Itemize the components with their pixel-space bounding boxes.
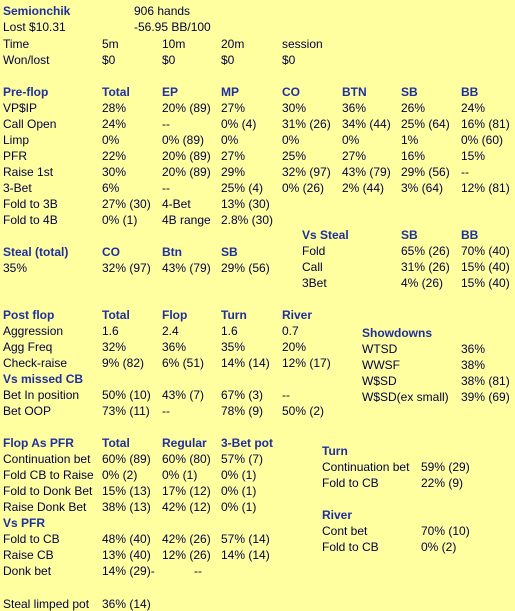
missed-cb-cell: -- [282, 388, 290, 402]
turn-row-label: Continuation bet [322, 460, 410, 474]
showdown-value: 39% (69) [461, 390, 510, 404]
preflop-cell: 27% (30) [102, 197, 151, 211]
vs-pfr-cell: 42% (26) [162, 532, 211, 546]
vs-steal-row-label: Call [302, 260, 323, 274]
flop-pfr-cell: 60% (80) [162, 452, 211, 466]
steal-cell: 32% (97) [102, 261, 151, 275]
preflop-cell: 0% [221, 133, 239, 147]
postflop-cell: 20% [282, 340, 307, 354]
postflop-row-label: Aggression [3, 324, 64, 338]
missed-cb-row-label: Bet In position [3, 388, 80, 402]
preflop-cell: -- [162, 117, 170, 131]
preflop-cell: 0% (4) [221, 117, 257, 131]
preflop-cell: -- [461, 165, 469, 179]
period-5m: 5m [102, 37, 119, 51]
missed-cb-cell: 43% (7) [162, 388, 205, 402]
missed-cb-cell: 50% (2) [282, 404, 325, 418]
vs-steal-row-label: 3Bet [302, 276, 327, 290]
river-row-value: 70% (10) [421, 524, 470, 538]
preflop-cell: 0% (60) [461, 133, 504, 147]
preflop-cell: 31% (26) [282, 117, 331, 131]
turn-row-label: Fold to CB [322, 476, 379, 490]
missed-cb-cell: -- [162, 404, 170, 418]
period-10m: 10m [162, 37, 186, 51]
postflop-cell: 32% [102, 340, 127, 354]
vs-pfr-row-label: Fold to CB [3, 532, 60, 546]
flop-pfr-cell: 38% (13) [102, 500, 151, 514]
postflop-col-flop: Flop [162, 308, 188, 322]
vs-pfr-cell: 12% (26) [162, 548, 211, 562]
player-name: Semionchik [3, 4, 71, 18]
flop-pfr-row-label: Fold to Donk Bet [3, 484, 93, 498]
time-label: Time [3, 37, 30, 51]
turn-row-value: 22% (9) [421, 476, 464, 490]
preflop-row-label: Fold to 4B [3, 213, 58, 227]
flop-pfr-cell: 0% (1) [221, 500, 257, 514]
flop-pfr-cell: 57% (7) [221, 452, 264, 466]
postflop-cell: 12% (17) [282, 356, 331, 370]
postflop-title: Post flop [3, 308, 55, 322]
wonlost-label: Won/lost [3, 53, 50, 67]
preflop-cell: 15% [461, 149, 486, 163]
flop-pfr-cell: 0% (1) [221, 468, 257, 482]
preflop-col-co: CO [282, 85, 300, 99]
preflop-cell: 6% [102, 181, 120, 195]
period-session: session [282, 37, 323, 51]
flop-as-pfr-title: Flop As PFR [3, 436, 74, 450]
postflop-cell: 1.6 [102, 324, 119, 338]
preflop-cell: 24% [102, 117, 127, 131]
preflop-cell: 0% [342, 133, 360, 147]
missed-cb-row-label: Bet OOP [3, 404, 52, 418]
turn-row-value: 59% (29) [421, 460, 470, 474]
preflop-cell: 24% [461, 101, 486, 115]
river-row-value: 0% (2) [421, 540, 457, 554]
flop-pfr-cell: 42% (12) [162, 500, 211, 514]
steal-col-sb: SB [221, 245, 238, 259]
preflop-row-label: Limp [3, 133, 30, 147]
flop-pfr-cell: 60% (89) [102, 452, 151, 466]
preflop-cell: 25% (4) [221, 181, 264, 195]
vs-pfr-cell: 14% (29)- [102, 564, 155, 578]
preflop-cell: 0% (89) [162, 133, 205, 147]
hands-count: 906 hands [134, 4, 191, 18]
preflop-col-sb: SB [401, 85, 418, 99]
preflop-title: Pre-flop [3, 85, 49, 99]
missed-cb-cell: 78% (9) [221, 404, 264, 418]
preflop-cell: 0% (26) [282, 181, 325, 195]
preflop-col-ep: EP [162, 85, 179, 99]
preflop-cell: 27% [221, 149, 246, 163]
vs-steal-cell: 15% (40) [461, 276, 510, 290]
postflop-cell: 9% (82) [102, 356, 145, 370]
vs-steal-cell: 15% (40) [461, 260, 510, 274]
preflop-cell: 16% [401, 149, 426, 163]
vs-steal-cell: 70% (40) [461, 244, 510, 258]
preflop-col-bb: BB [461, 85, 479, 99]
flop-pfr-row-label: Continuation bet [3, 452, 91, 466]
vs-missed-cb-title: Vs missed CB [3, 372, 84, 386]
vs-steal-cell: 31% (26) [401, 260, 450, 274]
flop-pfr-cell: 0% (1) [221, 484, 257, 498]
postflop-cell: 1.6 [221, 324, 238, 338]
flop-pfr-cell: 17% (12) [162, 484, 211, 498]
river-row-label: Fold to CB [322, 540, 379, 554]
preflop-cell: 0% (1) [102, 213, 138, 227]
vs-pfr-cell: 13% (40) [102, 548, 151, 562]
steal-col-co: CO [102, 245, 120, 259]
preflop-col-mp: MP [221, 85, 239, 99]
showdown-label: WWSF [362, 358, 400, 372]
missed-cb-cell: 67% (3) [221, 388, 264, 402]
preflop-cell: 26% [401, 101, 426, 115]
preflop-cell: 20% (89) [162, 149, 211, 163]
lost-amount: Lost $10.31 [3, 20, 66, 34]
postflop-row-label: Check-raise [3, 356, 68, 370]
river-title: River [322, 508, 353, 522]
preflop-cell: 30% [102, 165, 127, 179]
postflop-cell: 36% [162, 340, 187, 354]
showdown-value: 38% (81) [461, 374, 510, 388]
flop-pfr-cell: 15% (13) [102, 484, 151, 498]
preflop-cell: 2% (44) [342, 181, 385, 195]
vs-pfr-cell: -- [194, 564, 202, 578]
preflop-cell: 29% [221, 165, 246, 179]
missed-cb-cell: 50% (10) [102, 388, 151, 402]
bb-per-100: -56.95 BB/100 [134, 20, 211, 34]
period-20m: 20m [221, 37, 245, 51]
vs-pfr-cell: 48% (40) [102, 532, 151, 546]
flop-pfr-row-label: Raise Donk Bet [3, 500, 87, 514]
preflop-cell: 2.8% (30) [221, 213, 274, 227]
steal-total-value: 35% [3, 261, 28, 275]
preflop-cell: 3% (64) [401, 181, 444, 195]
preflop-row-label: 3-Bet [3, 181, 32, 195]
postflop-col-turn: Turn [221, 308, 247, 322]
turn-title: Turn [322, 444, 348, 458]
preflop-cell: 0% [282, 133, 300, 147]
steal-total-title: Steal (total) [3, 245, 69, 259]
preflop-cell: 13% (30) [221, 197, 270, 211]
vs-pfr-row-label: Donk bet [3, 564, 52, 578]
steal-limped-label: Steal limped pot [3, 597, 90, 611]
postflop-col-total: Total [102, 308, 130, 322]
showdowns-title: Showdowns [362, 326, 432, 340]
preflop-col-btn: BTN [342, 85, 367, 99]
vs-pfr-cell: 57% (14) [221, 532, 270, 546]
preflop-cell: -- [162, 181, 170, 195]
flop-pfr-row-label: Fold CB to Raise [3, 468, 94, 482]
vs-pfr-cell: 14% (14) [221, 548, 270, 562]
wonlost-20m: $0 [221, 53, 235, 67]
steal-limped-value: 36% (14) [102, 597, 151, 611]
vs-steal-cell: 65% (26) [401, 244, 450, 258]
steal-col-btn: Btn [162, 245, 182, 259]
river-row-label: Cont bet [322, 524, 368, 538]
preflop-cell: 27% [342, 149, 367, 163]
preflop-cell: 34% (44) [342, 117, 391, 131]
wonlost-10m: $0 [162, 53, 176, 67]
preflop-row-label: Raise 1st [3, 165, 54, 179]
showdown-label: WTSD [362, 342, 398, 356]
vs-steal-col-sb: SB [401, 228, 418, 242]
showdown-label: W$SD(ex small) [362, 390, 449, 404]
vs-steal-title: Vs Steal [302, 228, 349, 242]
preflop-cell: 30% [282, 101, 307, 115]
vs-steal-cell: 4% (26) [401, 276, 444, 290]
missed-cb-cell: 73% (11) [102, 404, 150, 418]
showdown-value: 38% [461, 358, 486, 372]
preflop-cell: 4B range [162, 213, 211, 227]
postflop-cell: 2.4 [162, 324, 179, 338]
postflop-col-river: River [282, 308, 313, 322]
vs-steal-row-label: Fold [302, 244, 326, 258]
preflop-cell: 20% (89) [162, 165, 211, 179]
preflop-cell: 4-Bet [162, 197, 191, 211]
preflop-cell: 28% [102, 101, 127, 115]
flop-pfr-cell: 0% (2) [102, 468, 138, 482]
flop-pfr-col-3bet-pot: 3-Bet pot [221, 436, 273, 450]
postflop-cell: 35% [221, 340, 246, 354]
flop-pfr-col-total: Total [102, 436, 130, 450]
preflop-row-label: PFR [3, 149, 27, 163]
preflop-cell: 36% [342, 101, 367, 115]
vs-pfr-title: Vs PFR [3, 516, 46, 530]
preflop-row-label: Fold to 3B [3, 197, 58, 211]
steal-cell: 29% (56) [221, 261, 270, 275]
preflop-cell: 0% [102, 133, 120, 147]
postflop-cell: 6% (51) [162, 356, 205, 370]
preflop-cell: 27% [221, 101, 246, 115]
preflop-cell: 29% (56) [401, 165, 450, 179]
vs-pfr-row-label: Raise CB [3, 548, 54, 562]
preflop-cell: 25% (64) [401, 117, 450, 131]
flop-pfr-col-regular: Regular [162, 436, 207, 450]
wonlost-5m: $0 [102, 53, 116, 67]
preflop-cell: 12% (81) [461, 181, 510, 195]
postflop-cell: 14% (14) [221, 356, 270, 370]
postflop-row-label: Agg Freq [3, 340, 53, 354]
steal-cell: 43% (79) [162, 261, 211, 275]
wonlost-session: $0 [282, 53, 296, 67]
preflop-cell: 1% [401, 133, 419, 147]
vs-steal-col-bb: BB [461, 228, 479, 242]
preflop-cell: 43% (79) [342, 165, 391, 179]
preflop-cell: 22% [102, 149, 127, 163]
preflop-col-total: Total [102, 85, 130, 99]
preflop-cell: 32% (97) [282, 165, 331, 179]
preflop-cell: 20% (89) [162, 101, 211, 115]
showdown-value: 36% [461, 342, 486, 356]
preflop-row-label: VP$IP [3, 101, 38, 115]
showdown-label: W$SD [362, 374, 397, 388]
preflop-row-label: Call Open [3, 117, 57, 131]
postflop-cell: 0.7 [282, 324, 299, 338]
preflop-cell: 25% [282, 149, 307, 163]
flop-pfr-cell: 0% (1) [162, 468, 198, 482]
preflop-cell: 16% (81) [461, 117, 510, 131]
